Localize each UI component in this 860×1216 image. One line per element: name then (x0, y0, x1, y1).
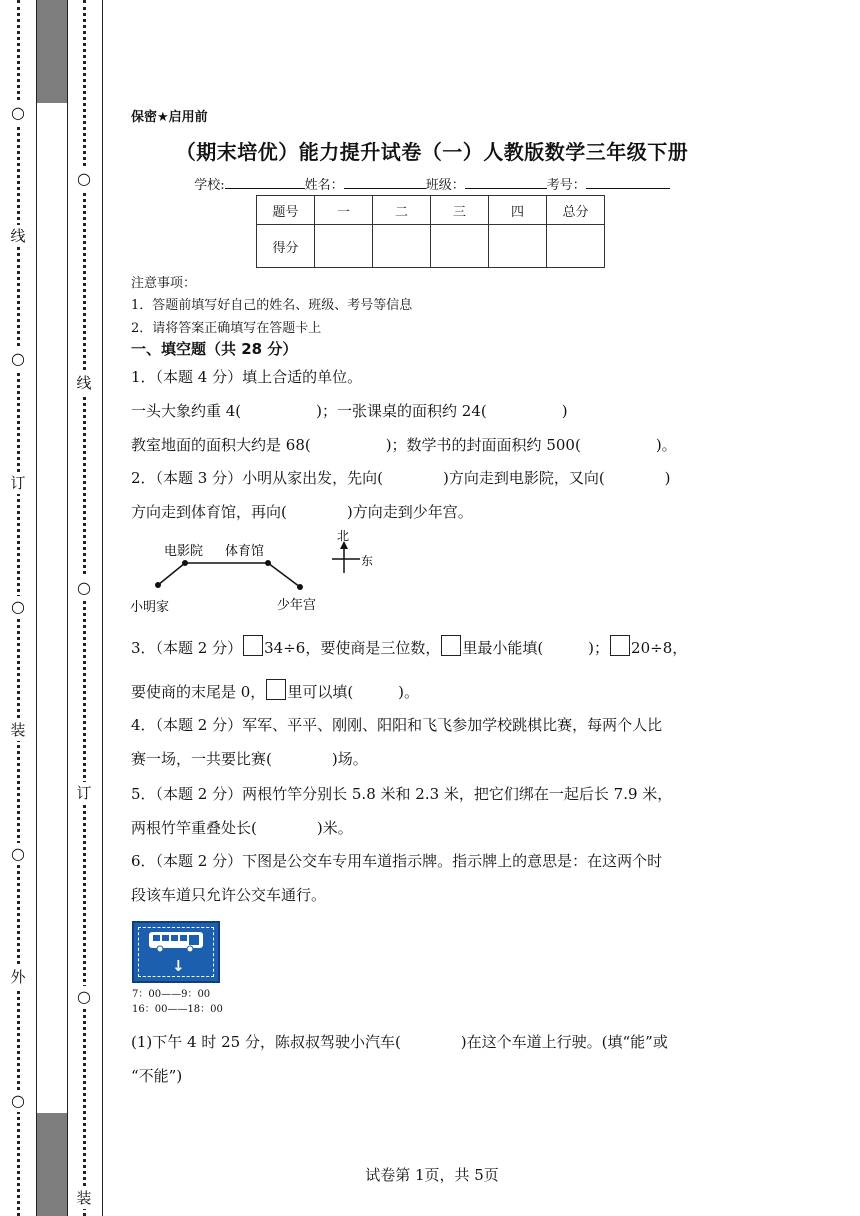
number-label: 考号： (546, 178, 586, 193)
q6-sub1-line2: “不能”) (131, 1067, 183, 1085)
q1-line1: 一头大象约重 4( )；一张课桌的面积约 24( ) (131, 402, 568, 420)
cinema-point (182, 560, 188, 566)
q3-part: 3．（本题 2 分） (131, 639, 243, 657)
name-label: 姓名： (304, 178, 344, 193)
q6-line2: 段该车道只允许公交车通行。 (131, 886, 327, 904)
page-footer: 试卷第 1页，共 5页 (365, 1166, 499, 1184)
score-header-cell: 四 (489, 196, 547, 225)
sign-time-2: 16：00——18：00 (132, 1004, 223, 1015)
answer-box[interactable] (266, 679, 286, 700)
q3-part: 34÷6，要使商是三位数， (264, 639, 441, 657)
answer-box[interactable] (441, 635, 461, 656)
score-header-cell: 三 (431, 196, 489, 225)
youth-palace-label: 少年宫 (277, 598, 317, 613)
inner-circle-mark: ○ (77, 578, 91, 597)
name-blank[interactable] (344, 174, 426, 189)
school-blank[interactable] (225, 174, 305, 189)
bus-lane-sign (132, 921, 220, 983)
score-header-cell: 题号 (257, 196, 315, 225)
q3-part: 里可以填( )。 (287, 683, 420, 701)
school-label: 学校: (194, 178, 225, 193)
class-blank[interactable] (465, 174, 547, 189)
q6-sub1-line1: (1)下午 4 时 25 分，陈叔叔驾驶小汽车( )在这个车道上行驶。(填“能”或 (131, 1033, 668, 1051)
q3-line2 (131, 679, 419, 702)
q3-part: 要使商的末尾是 0， (131, 683, 266, 701)
inner-bind-mark: 装 (76, 1189, 92, 1207)
outer-circle-mark: ○ (11, 349, 25, 368)
q2-line2: 方向走到体育馆，再向( )方向走到少年宫。 (131, 503, 473, 521)
home-label: 小明家 (130, 600, 170, 615)
score-cell[interactable] (431, 225, 489, 268)
section-title: 一、填空题（共 28 分） (131, 340, 298, 358)
score-cell[interactable] (489, 225, 547, 268)
inner-line-mark: 线 (76, 374, 92, 392)
youth-palace-point (297, 584, 303, 590)
outer-binding-strip (0, 0, 36, 1216)
inner-circle-mark: ○ (77, 987, 91, 1006)
gym-label: 体育馆 (225, 544, 265, 559)
sign-time-1: 7：00——9：00 (132, 989, 211, 1000)
notes-heading: 注意事项： (131, 276, 197, 291)
outer-circle-mark: ○ (11, 1091, 25, 1110)
score-header-cell: 二 (373, 196, 431, 225)
outer-circle-mark: ○ (11, 103, 25, 122)
q1-stem: 1．（本题 4 分）填上合适的单位。 (131, 368, 363, 386)
q3-part: 里最小能填( )； (462, 639, 610, 657)
class-label: 班级： (425, 178, 465, 193)
score-header-cell: 一 (315, 196, 373, 225)
q5-line2: 两根竹竿重叠处长( )米。 (131, 819, 353, 837)
q4-line1: 4．（本题 2 分）军军、平平、刚刚、阳阳和飞飞参加学校跳棋比赛，每两个人比 (131, 716, 663, 734)
route-path (158, 563, 300, 587)
outer-circle-mark: ○ (11, 844, 25, 863)
home-point (155, 582, 161, 588)
page-title: （期末培优）能力提升试卷（一）人教版数学三年级下册 (175, 140, 689, 164)
q2-line1: 2．（本题 3 分）小明从家出发，先向( )方向走到电影院，又向( ) (131, 469, 671, 487)
inner-binding-strip (66, 0, 103, 1216)
q4-line2: 赛一场，一共要比赛( )场。 (131, 750, 368, 768)
route-map-figure (128, 527, 388, 619)
answer-box[interactable] (243, 635, 263, 656)
gray-binding-band (36, 0, 68, 1216)
compass-north-label: 北 (337, 529, 350, 543)
bus-icon (148, 931, 206, 953)
score-cell[interactable] (315, 225, 373, 268)
sign-times (132, 987, 223, 1017)
outer-circle-mark: ○ (11, 597, 25, 616)
outer-line-mark: 线 (10, 227, 26, 245)
inner-order-mark: 订 (76, 784, 92, 802)
score-row-label: 得分 (257, 225, 315, 268)
outer-outside-mark: 外 (10, 968, 26, 986)
cinema-label: 电影院 (164, 544, 204, 559)
score-cell[interactable] (373, 225, 431, 268)
student-info-line (131, 174, 733, 193)
notes-item: 2．请将答案正确填写在答题卡上 (131, 321, 322, 336)
answer-box[interactable] (610, 635, 630, 656)
score-cell[interactable] (547, 225, 605, 268)
inner-circle-mark: ○ (77, 169, 91, 188)
gym-point (265, 560, 271, 566)
compass-east-label: 东 (361, 554, 374, 568)
outer-order-mark: 订 (10, 474, 26, 492)
q3-line1 (131, 635, 687, 658)
score-table (256, 195, 605, 268)
notes-item: 1．答题前填写好自己的姓名、班级、考号等信息 (131, 298, 413, 313)
down-arrow-icon: ↓ (172, 957, 185, 975)
outer-bind-mark: 装 (10, 721, 26, 739)
score-header-cell: 总分 (547, 196, 605, 225)
q6-line1: 6．（本题 2 分）下图是公交车专用车道指示牌。指示牌上的意思是：在这两个时 (131, 852, 663, 870)
q1-line2: 教室地面的面积大约是 68( )；数学书的封面面积约 500( )。 (131, 436, 677, 454)
confidential-label: 保密★启用前 (131, 110, 208, 125)
gray-band-top (37, 0, 67, 103)
gray-band-bottom (37, 1113, 67, 1216)
number-blank[interactable] (586, 174, 670, 189)
q3-part: 20÷8， (631, 639, 688, 657)
q5-line1: 5．（本题 2 分）两根竹竿分别长 5.8 米和 2.3 米，把它们绑在一起后长 7.9 米， (131, 785, 673, 803)
